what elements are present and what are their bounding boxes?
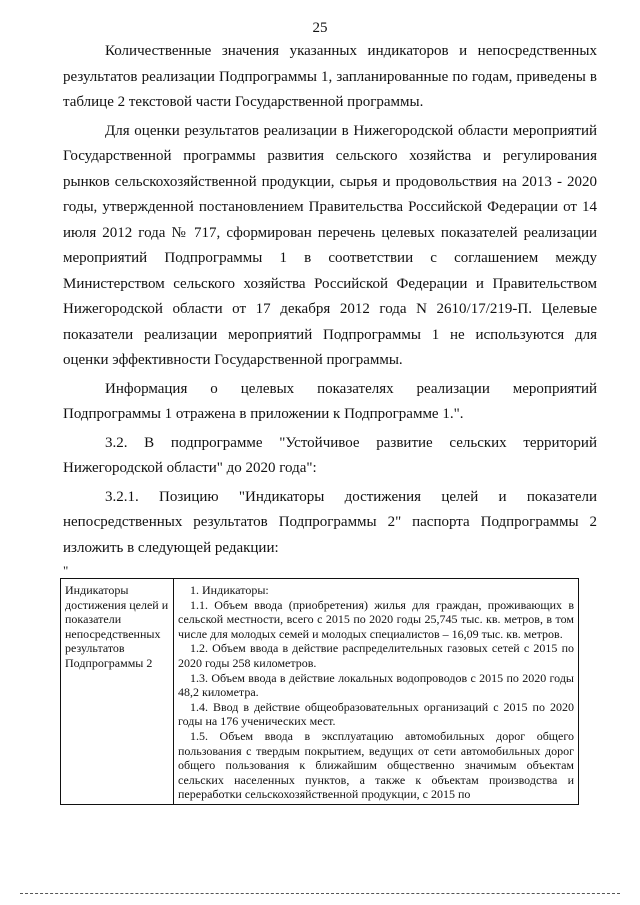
paragraph-subprogram-3-2: 3.2. В подпрограмме "Устойчивое развитие сельских территорий Нижегородской области" до 2020 года": bbox=[63, 434, 597, 476]
table-row bbox=[61, 579, 579, 805]
indicator-item: 1.1. Объем ввода (приобретения) жилья для граждан, проживающих в сельской местности, всего с 2015 по 2020 годы 25,745 тыс. кв. метров, в том числе для молодых семей и молодых специалистов – 16,09 тыс. кв. метров. bbox=[178, 597, 574, 641]
paragraph-target-info: Информация о целевых показателях реализации мероприятий Подпрограммы 1 отражена в приложении к Подпрограмме 1.". bbox=[63, 380, 597, 422]
table-cell-indicators bbox=[174, 579, 579, 805]
paragraph-indicator-values: Количественные значения указанных индикаторов и непосредственных результатов реализации Подпрограммы 1, запланированные по годам, приведены в таблице 2 текстовой части Государственной программы. bbox=[63, 43, 597, 110]
document-body bbox=[63, 39, 597, 561]
indicators-heading: 1. Индикаторы: bbox=[190, 583, 269, 597]
page-bottom-divider bbox=[20, 893, 620, 894]
indicator-item: 1.2. Объем ввода в действие распределительных газовых сетей с 2015 по 2020 годы 258 километров. bbox=[178, 641, 574, 670]
indicator-item: 1.5. Объем ввода в эксплуатацию автомобильных дорог общего пользования с твердым покрытием, ведущих от сети автомобильных дорог общего пользования к ближайшим общественно значимым объектам сельских населенных пунктов, а также к объектам производства и переработки сельскохозяйственной продукции, с 2015 по bbox=[178, 728, 574, 802]
indicator-item: 1.4. Ввод в действие общеобразовательных организаций с 2015 по 2020 годы на 176 ученических мест. bbox=[178, 699, 574, 729]
cell-title-text: Индикаторы достижения целей и показатели непосредственных результатов Подпрограммы 2 bbox=[65, 583, 169, 670]
opening-quote: " bbox=[63, 563, 69, 578]
indicator-item: 1.3. Объем ввода в действие локальных водопроводов с 2015 по 2020 годы 48,2 километра. bbox=[178, 670, 574, 700]
page-number: 25 bbox=[312, 20, 328, 36]
table-cell-title bbox=[61, 579, 174, 805]
paragraph-evaluation: Для оценки результатов реализации в Нижегородской области мероприятий Государственной программы развития сельского хозяйства и регулирования рынков сельскохозяйственной продукции, сырья и продовольствия на 2013 - 2020 годы, утвержденной постановлением Правительства Российской Федерации от 14 июля 2012 года № 717, сформирован перечень целевых показателей реализации мероприятий Подпрограммы 1 в соответствии с соглашением между Министерством сельского хозяйства Российской Федерации и Правительством Нижегородской области от 17 декабря 2012 года N 2610/17/219-П. Целевые показатели реализации мероприятий Подпрограммы 1 не используются для оценки эффективности Государственной программы. bbox=[63, 122, 597, 368]
passport-table bbox=[60, 578, 579, 805]
paragraph-item-3-2-1: 3.2.1. Позицию "Индикаторы достижения целей и показатели непосредственных результатов Подпрограммы 2" паспорта Подпрограммы 2 изложить в следующей редакции: bbox=[63, 488, 597, 556]
